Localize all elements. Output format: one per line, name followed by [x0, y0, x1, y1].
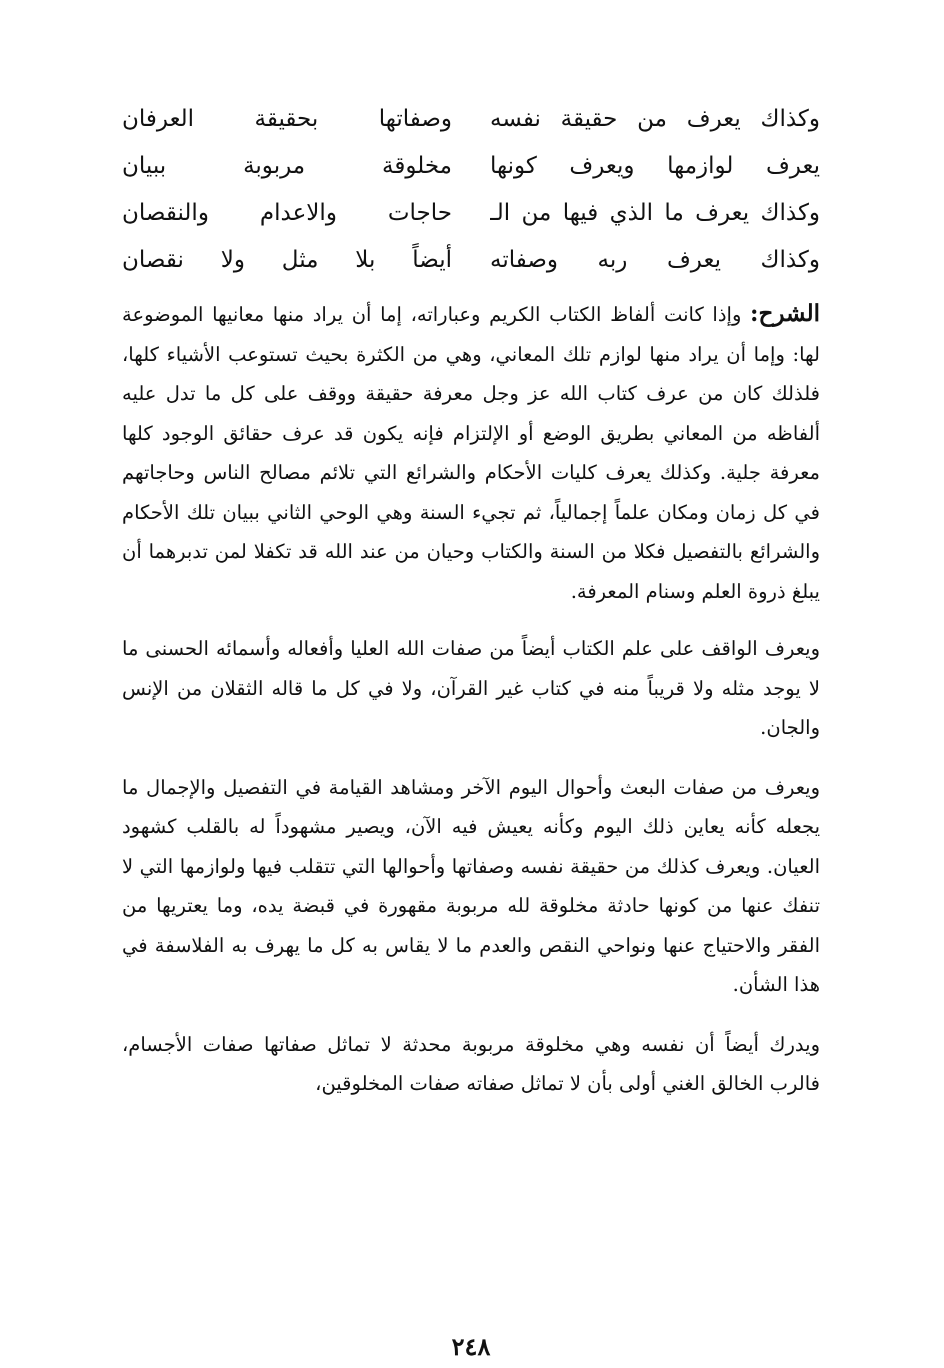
verse-row	[122, 237, 820, 284]
book-page	[122, 96, 820, 1361]
page-number: ٢٤٨	[451, 1332, 491, 1361]
verse-first-hemistich: وكذاك يعرف من حقيقة نفسه	[490, 106, 820, 132]
poem-verses	[122, 96, 820, 286]
paragraph: ويعرف من صفات البعث وأحوال اليوم الآخر ومشاهد القيامة في التفصيل والإجمال ما يجعله كأنه يعاين ذلك اليوم وكأنه يعيش فيه الآن، ويصير مشهوداً له بالقلب كشهود العيان. ويعرف كذلك من حقيقة نفسه وصفاتها وأحوالها التي تتقلب فيها ولوازمها التي لا تنفك عنها من كونها حادثة مخلوقة لله مربوبة مقهورة في قبضة يده، وما يعتريها من الفقر والاحتياج عنها ونواحي النقص والعدم ما لا يقاس به كل ما يهرف به الفلاسفة في هذا الشأن.	[122, 775, 820, 996]
verse-row	[122, 96, 820, 143]
verse-second-hemistich: مخلوقة مربوبة ببيان	[122, 153, 452, 179]
verse-second-hemistich: أيضاً بلا مثل ولا نقصان	[122, 247, 452, 273]
verse-first-hemistich: يعرف لوازمها ويعرف كونها	[490, 153, 820, 179]
verse-first-hemistich: وكذاك يعرف ربه وصفاته	[490, 247, 820, 273]
paragraph: ويعرف الواقف على علم الكتاب أيضاً من صفات الله العليا وأفعاله وأسمائه الحسنى ما لا يوجد مثله ولا قريباً منه في كتاب غير القرآن، ولا في كل ما قاله الثقلان من الإنس والجان.	[122, 637, 820, 739]
sharh-paragraph	[122, 294, 820, 611]
paragraph: ويدرك أيضاً أن نفسه وهي مخلوقة مربوبة محدثة لا تماثل صفاتها صفات الأجسام، فالرب الخالق الغني أولى بأن لا تماثل صفاته صفات المخلوقين،	[122, 1032, 820, 1095]
verse-row	[122, 190, 820, 237]
verse-second-hemistich: حاجات والاعدام والنقصان	[122, 200, 452, 226]
verse-row	[122, 143, 820, 190]
commentary-body	[122, 294, 820, 1104]
sharh-label: الشرح:	[750, 300, 820, 327]
verse-second-hemistich: وصفاتها بحقيقة العرفان	[122, 106, 452, 132]
verse-first-hemistich: وكذاك يعرف ما الذي فيها من الـ	[490, 200, 820, 226]
sharh-text: وإذا كانت ألفاظ الكتاب الكريم وعباراته، إما أن يراد منها معانيها الموضوعة لها: وإما أن يراد منها لوازم تلك المعاني، وهي من الكثرة بحيث تستوعب الأشياء كلها، فلذلك كان من عرف كتاب الله عز وجل معرفة حقيقة ووقف على كل ما تدل عليه ألفاظه من المعاني بطريق الوضع أو الإلتزام فإنه يكون قد عرف حقائق الوجود كلها معرفة جلية. وكذلك يعرف كليات الأحكام والشرائع التي تلائم مصالح الناس وحاجاتهم في كل زمان ومكان علماً إجمالياً، ثم تجيء السنة وهي الوحي الثاني ببيان تلك الأحكام والشرائع بالتفصيل فكلا من السنة والكتاب وحيان من عند الله قد تكفلا لمن تدبرهما أن يبلغ ذروة العلم وسنام المعرفة.	[122, 303, 820, 603]
